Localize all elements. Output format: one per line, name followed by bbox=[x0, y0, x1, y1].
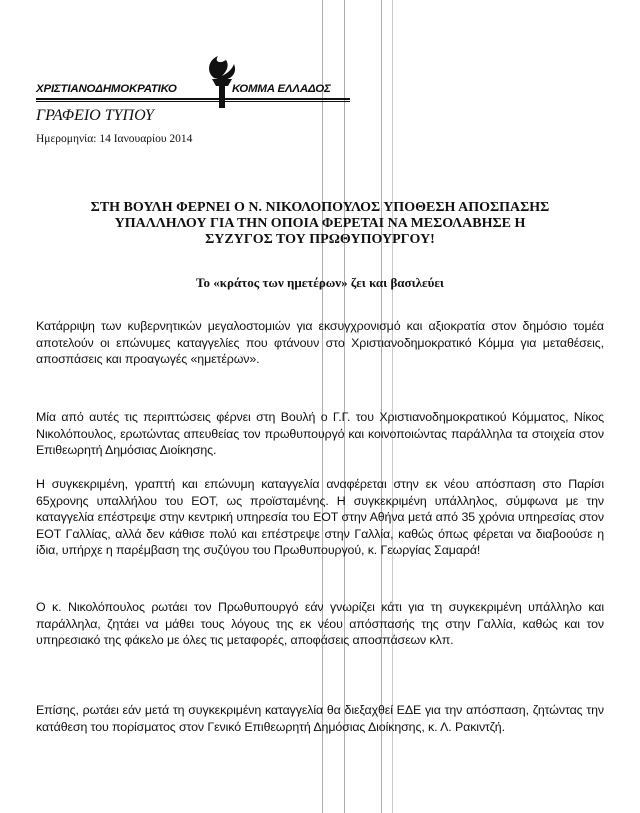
letterhead-rule bbox=[36, 101, 350, 102]
body-paragraph: Η συγκεκριμένη, γραπτή και επώνυμη καταγγελία αναφέρεται στην εκ νέου απόσπαση στο Παρίσι 65χρονης υπαλλήλου του ΕΟΤ, ως προϊσταμένης. Η συγκεκριμένη υπάλληλος, σύμφωνα με την καταγγελία επέστρεψε στην κεντρική υπηρεσία του ΕΟΤ στην Αθήνα μετά από 35 χρόνια υπηρεσίας στον ΕΟΤ Γαλλίας, αλλά δεν κάθισε πολύ και επέστρεψε στην Γαλλία, καθώς όπως φέρεται να διαβοούσε η ίδια, υπήρχε η παρέμβαση της συζύγου του Πρωθυπουργού, κ. Γεωργίας Σαμαρά! bbox=[36, 477, 604, 557]
headline-line: ΣΥΖΥΓΟΣ ΤΟΥ ΠΡΩΘΥΠΟΥΡΓΟΥ! bbox=[205, 232, 435, 247]
party-name-left: ΧΡΙΣΤΙΑΝΟΔΗΜΟΚΡΑΤΙΚΟ bbox=[36, 83, 177, 95]
scan-artifact-line bbox=[381, 0, 382, 813]
scan-artifact-line bbox=[392, 0, 393, 813]
scan-artifact-line bbox=[322, 0, 323, 813]
body-paragraph: Επίσης, ρωτάει εάν μετά τη συγκεκριμένη καταγγελία θα διεξαχθεί ΕΔΕ για την απόσπαση, ζητώντας την κατάθεση του πορίσματος στον Γενικό Επιθεωρητή Δημόσιας Διοίκησης, κ. Λ. Ρακιντζή. bbox=[36, 703, 604, 734]
body-paragraph: Κατάρριψη των κυβερνητικών μεγαλοστομιών για εκσυγχρονισμό και αξιοκρατία στον δημόσιο τομέα αποτελούν οι επώνυμες καταγγελίες που φτάνουν στο Χριστιανοδημοκρατικό Κόμμα για μεταθέσεις, αποσπάσεις και προαγωγές «ημετέρων». bbox=[36, 319, 604, 366]
party-name-right: ΚΟΜΜΑ ΕΛΛΑΔΟΣ bbox=[232, 83, 331, 95]
press-office-title: ΓΡΑΦΕΙΟ ΤΥΠΟΥ bbox=[36, 107, 154, 124]
letterhead bbox=[36, 83, 356, 95]
headline-line: ΥΠΑΛΛΗΛΟΥ ΓΙΑ ΤΗΝ ΟΠΟΙΑ ΦΕΡΕΤΑΙ ΝΑ ΜΕΣΟΛΑΒΗΣΕ Η bbox=[114, 216, 526, 231]
headline-line: ΣΤΗ ΒΟΥΛΗ ΦΕΡΝΕΙ Ο Ν. ΝΙΚΟΛΟΠΟΥΛΟΣ ΥΠΟΘΕΣΗ ΑΠΟΣΠΑΣΗΣ bbox=[90, 200, 550, 215]
body-paragraph: Μία από αυτές τις περιπτώσεις φέρνει στη Βουλή ο Γ.Γ. του Χριστιανοδημοκρατικού Κόμματος, Νίκος Νικολόπουλος, ερωτώντας απευθείας τον πρωθυπουργό και κοινοποιώντας παράλληλα τα στοιχεία στον Επιθεωρητή Δημόσιας Διοίκησης. bbox=[36, 410, 604, 457]
body-paragraph: Ο κ. Νικολόπουλος ρωτάει τον Πρωθυπουργό εάν γνωρίζει κάτι για τη συγκεκριμένη υπάλληλο και παράλληλα, ζητάει να μάθει τους λόγους της εκ νέου απόσπασής της στην Γαλλία, καθώς και τον υπηρεσιακό της φάκελο με όλες τις μεταφορές, αποφάσεις αποσπάσεων κλπ. bbox=[36, 600, 604, 647]
document-date: Ημερομηνία: 14 Ιανουαρίου 2014 bbox=[36, 133, 193, 145]
letterhead-rule bbox=[36, 98, 350, 100]
scan-artifact-line bbox=[344, 0, 345, 813]
subtitle: Το «κράτος των ημετέρων» ζει και βασιλεύει bbox=[196, 275, 444, 290]
headline bbox=[40, 200, 600, 248]
